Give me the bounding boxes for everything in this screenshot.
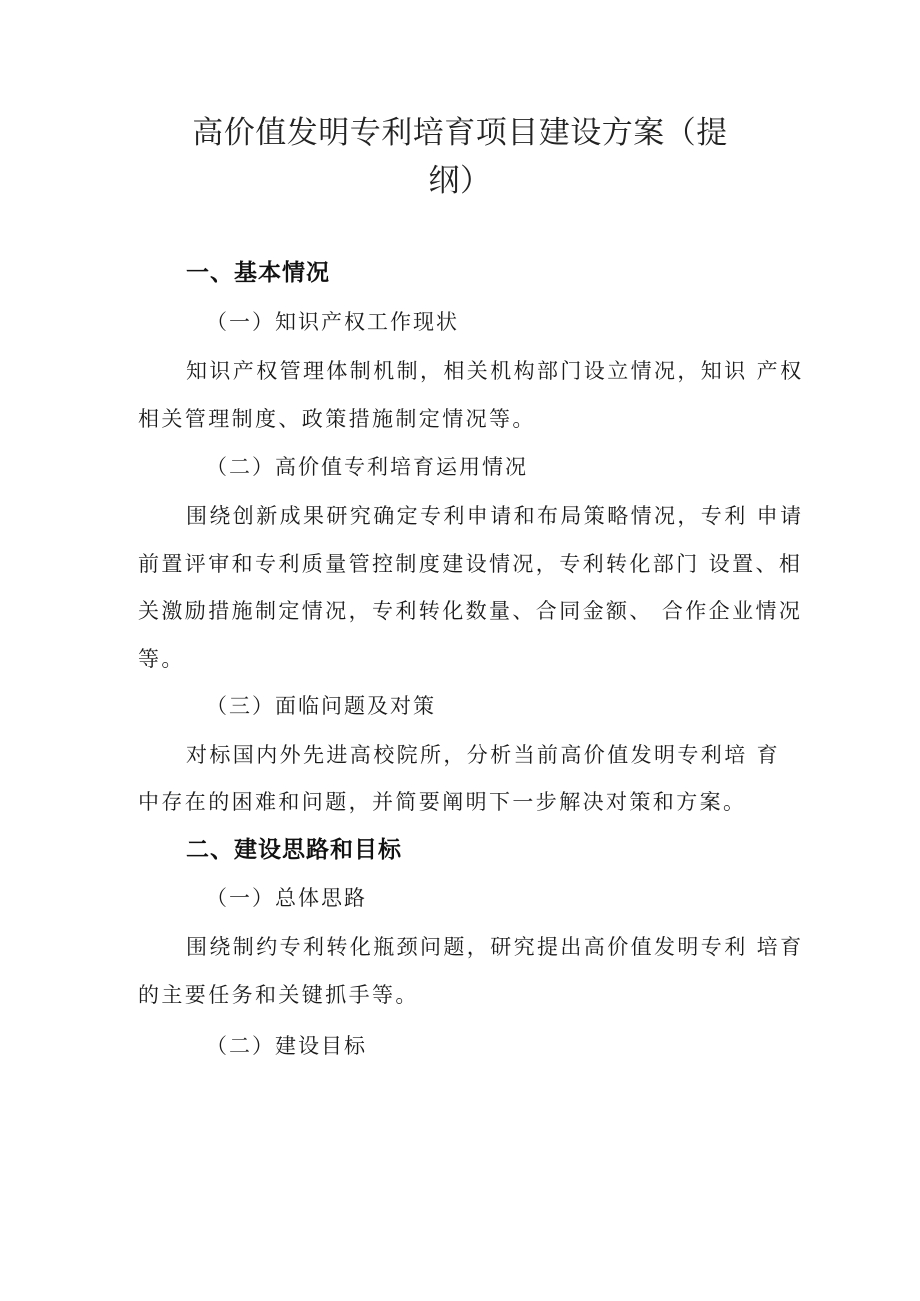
subsection-heading-goals: （二）建设目标 <box>206 1034 367 1058</box>
paragraph-line: 的主要任务和关键抓手等。 <box>138 983 419 1007</box>
document-title-line-1: 高价值发明专利培育项目建设方案（提 <box>192 115 728 151</box>
section-heading-basic-situation: 一、基本情况 <box>186 260 330 286</box>
section-heading-ideas-goals: 二、建设思路和目标 <box>186 837 402 863</box>
subsection-heading-patent-cultivation: （二）高价值专利培育运用情况 <box>206 455 528 479</box>
subsection-heading-problems: （三）面临问题及对策 <box>206 694 436 718</box>
paragraph-line: 围绕创新成果研究确定专利申请和布局策略情况，专利 申请 <box>186 504 804 528</box>
paragraph-line: 围绕制约专利转化瓶颈问题，研究提出高价值发明专利 培育 <box>186 935 804 959</box>
paragraph-line: 关激励措施制定情况，专利转化数量、合同金额、 合作企业情况 <box>138 599 803 623</box>
paragraph-line: 相关管理制度、政策措施制定情况等。 <box>138 407 536 431</box>
document-title-line-2: 纲） <box>428 163 492 199</box>
paragraph-line: 中存在的困难和问题，并简要阐明下一步解决对策和方案。 <box>138 790 747 814</box>
subsection-heading-overall-idea: （一）总体思路 <box>206 886 367 910</box>
paragraph-line: 前置评审和专利质量管控制度建设情况，专利转化部门 设置、相 <box>138 552 803 576</box>
paragraph-line: 对标国内外先进高校院所，分析当前高价值发明专利培 育 <box>186 743 781 767</box>
subsection-heading-ip-status: （一）知识产权工作现状 <box>206 310 459 334</box>
paragraph-line: 知识产权管理体制机制，相关机构部门设立情况，知识 产权 <box>186 359 804 383</box>
paragraph-line: 等。 <box>138 647 185 671</box>
